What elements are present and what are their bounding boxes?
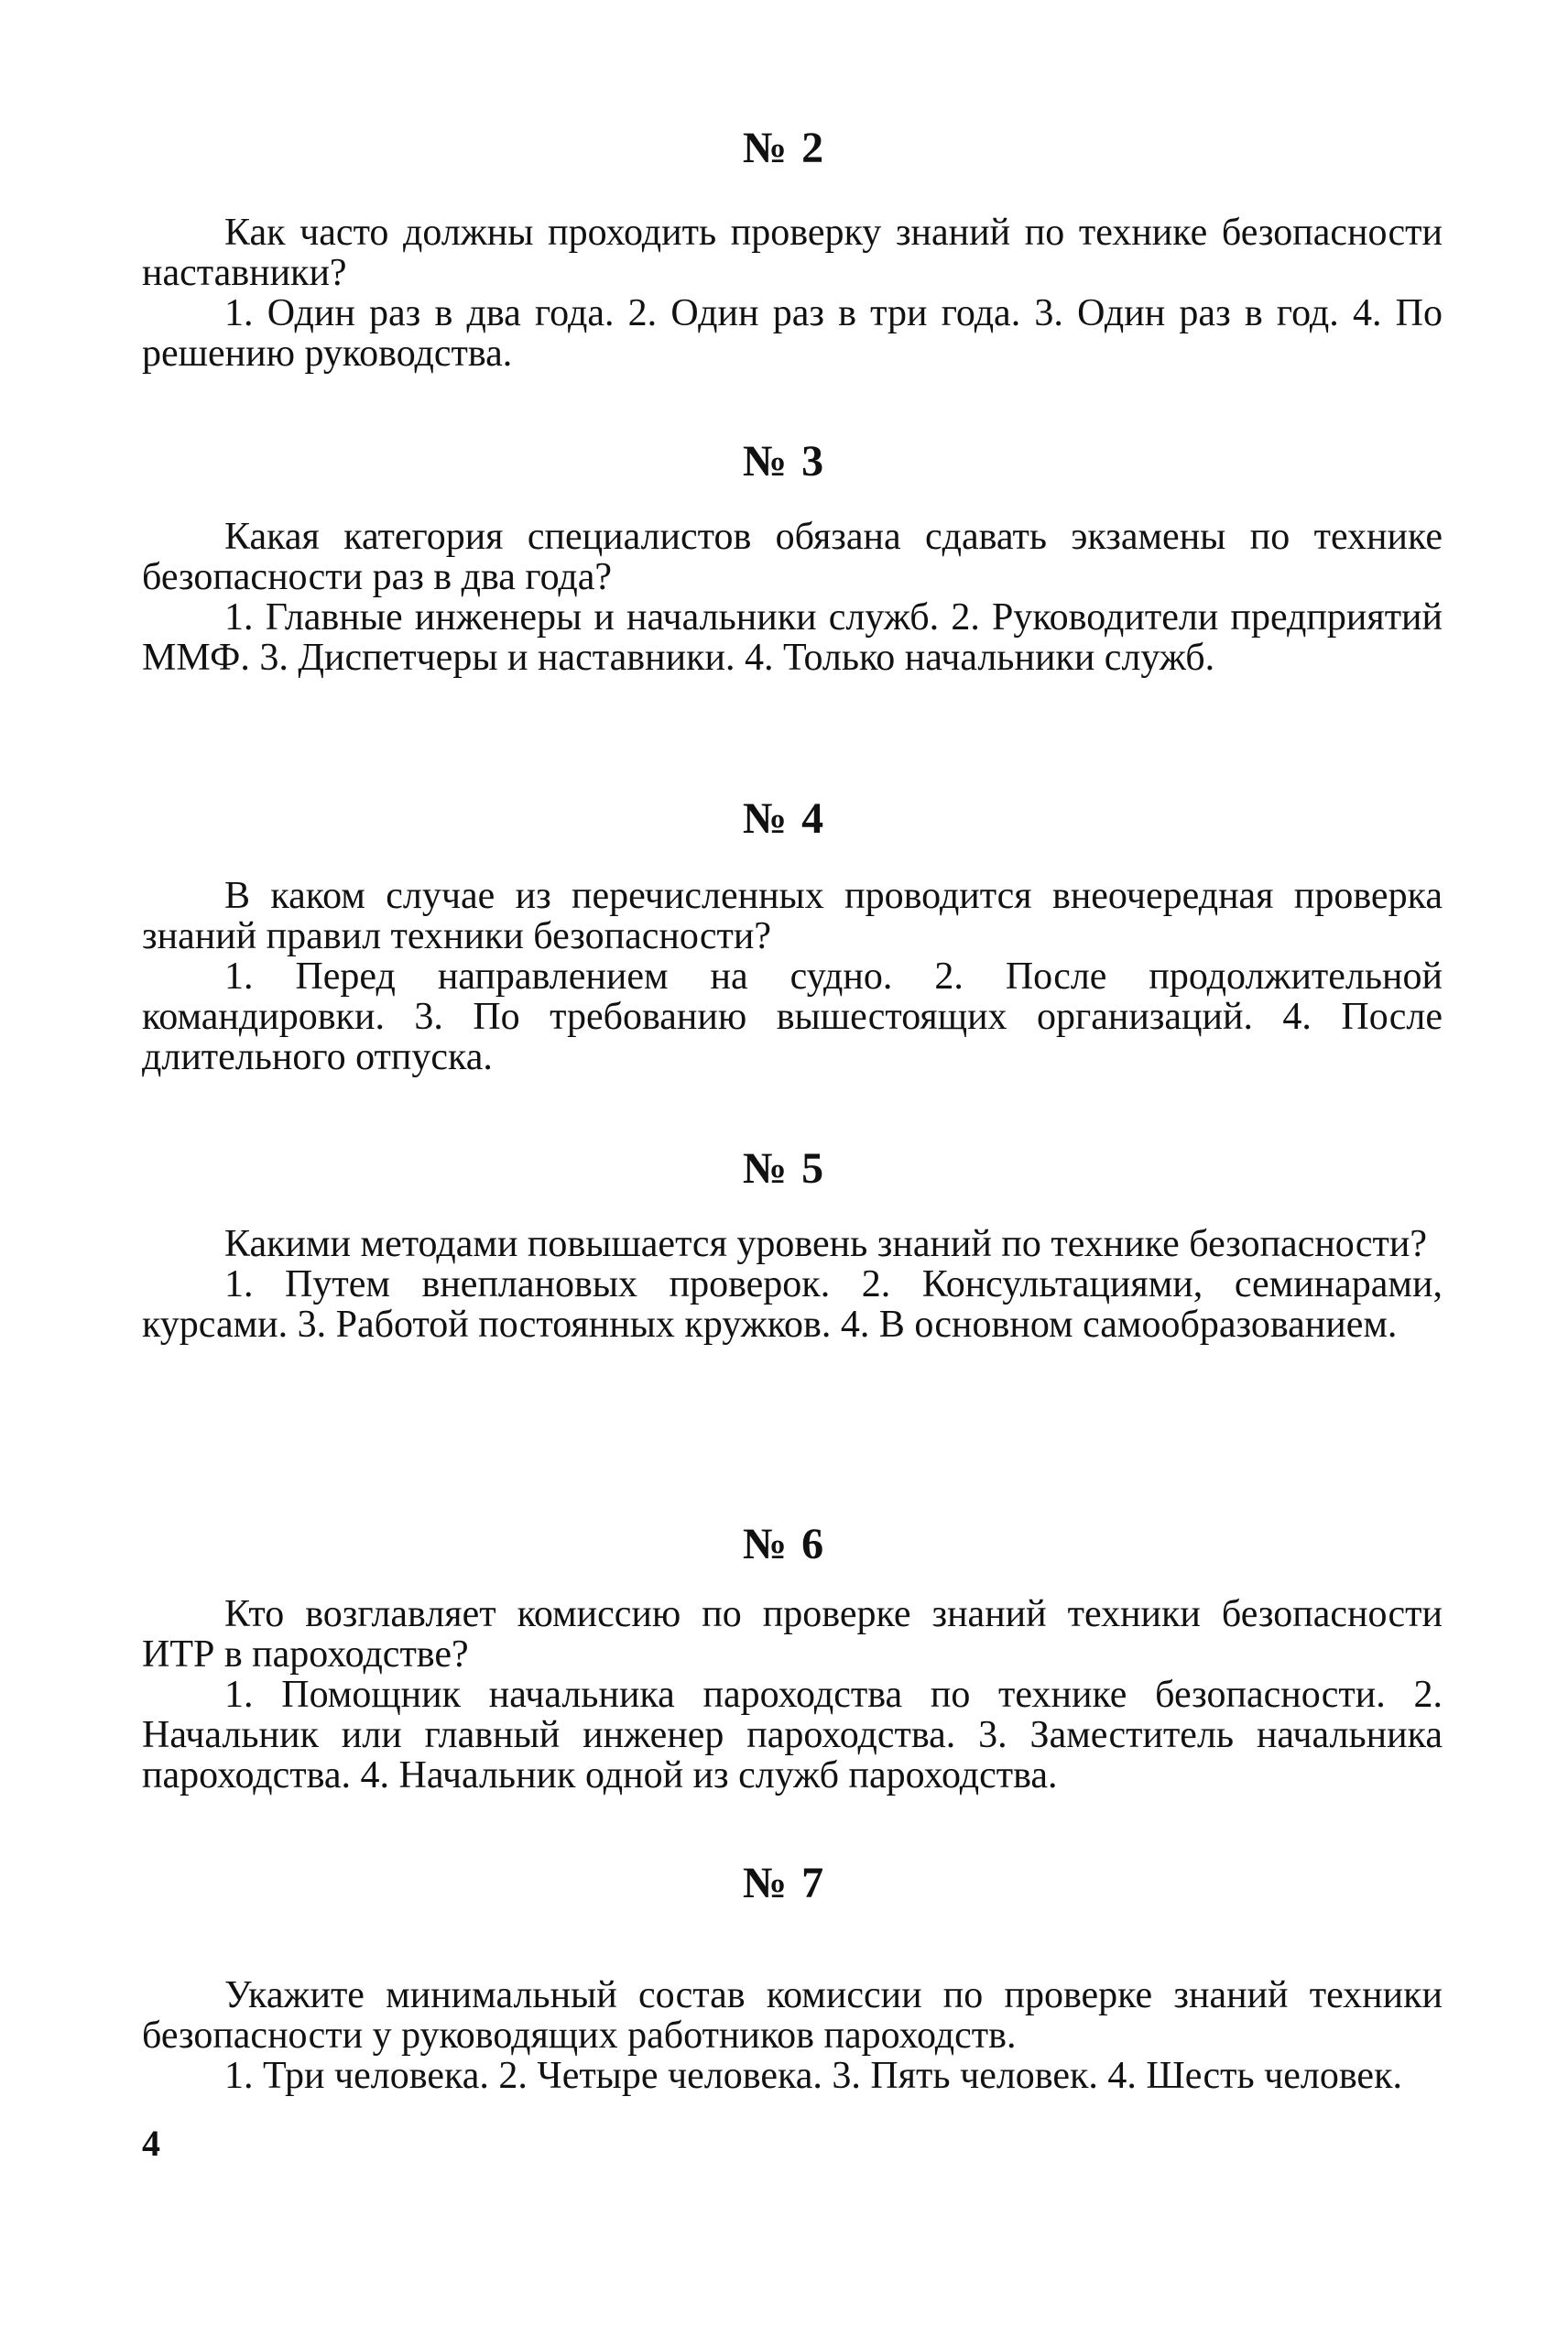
question-text: Кто возглавляет комиссию по проверке знаний техники безопасности ИТР в пароходстве? bbox=[142, 1593, 1443, 1676]
question-number-heading: № 4 bbox=[742, 794, 826, 843]
question-block bbox=[142, 1224, 1443, 1345]
question-text: Как часто должны проходить проверку знаний по технике безопасности наставники? bbox=[142, 212, 1443, 294]
answer-options: 1. Помощник начальника пароходства по технике безопасности. 2. Начальник или главный инженер пароходства. 3. Заместитель начальника пароходства. 4. Начальник одной из служб пароходства. bbox=[142, 1674, 1443, 1796]
question-block bbox=[142, 213, 1443, 374]
question-block bbox=[142, 1975, 1443, 2096]
question-number-heading: № 2 bbox=[742, 124, 826, 172]
answer-options: 1. Три человека. 2. Четыре человека. 3. Пять человек. 4. Шесть человек. bbox=[224, 2055, 1402, 2097]
answer-options: 1. Путем внеплановых проверок. 2. Консультациями, семинарами, курсами. 3. Работой постоянных кружков. 4. В основном самообразованием. bbox=[142, 1263, 1443, 1346]
question-block bbox=[142, 1594, 1443, 1796]
question-text: Укажите минимальный состав комиссии по проверке знаний техники безопасности у руководящих работников пароходств. bbox=[142, 1974, 1443, 2057]
question-text: Какими методами повышается уровень знаний по технике безопасности? bbox=[224, 1223, 1427, 1265]
question-number-heading: № 3 bbox=[742, 437, 826, 486]
question-block bbox=[142, 876, 1443, 1077]
question-text: Какая категория специалистов обязана сдавать экзамены по технике безопасности раз в два года? bbox=[142, 516, 1443, 598]
question-number-heading: № 7 bbox=[742, 1859, 826, 1907]
answer-options: 1. Перед направлением на судно. 2. После продолжительной командировки. 3. По требованию вышестоящих организаций. 4. После длительного отпуска. bbox=[142, 956, 1443, 1078]
answer-options: 1. Главные инженеры и начальники служб. 2. Руководители предприятий ММФ. 3. Диспетчеры и наставники. 4. Только начальники служб. bbox=[142, 596, 1443, 679]
page-number: 4 bbox=[142, 2123, 160, 2164]
question-text: В каком случае из перечисленных проводится внеочередная проверка знаний правил техники безопасности? bbox=[142, 875, 1443, 957]
question-number-heading: № 5 bbox=[742, 1144, 826, 1193]
answer-options: 1. Один раз в два года. 2. Один раз в три года. 3. Один раз в год. 4. По решению руководства. bbox=[142, 292, 1443, 375]
question-number-heading: № 6 bbox=[742, 1520, 826, 1568]
question-block bbox=[142, 517, 1443, 678]
